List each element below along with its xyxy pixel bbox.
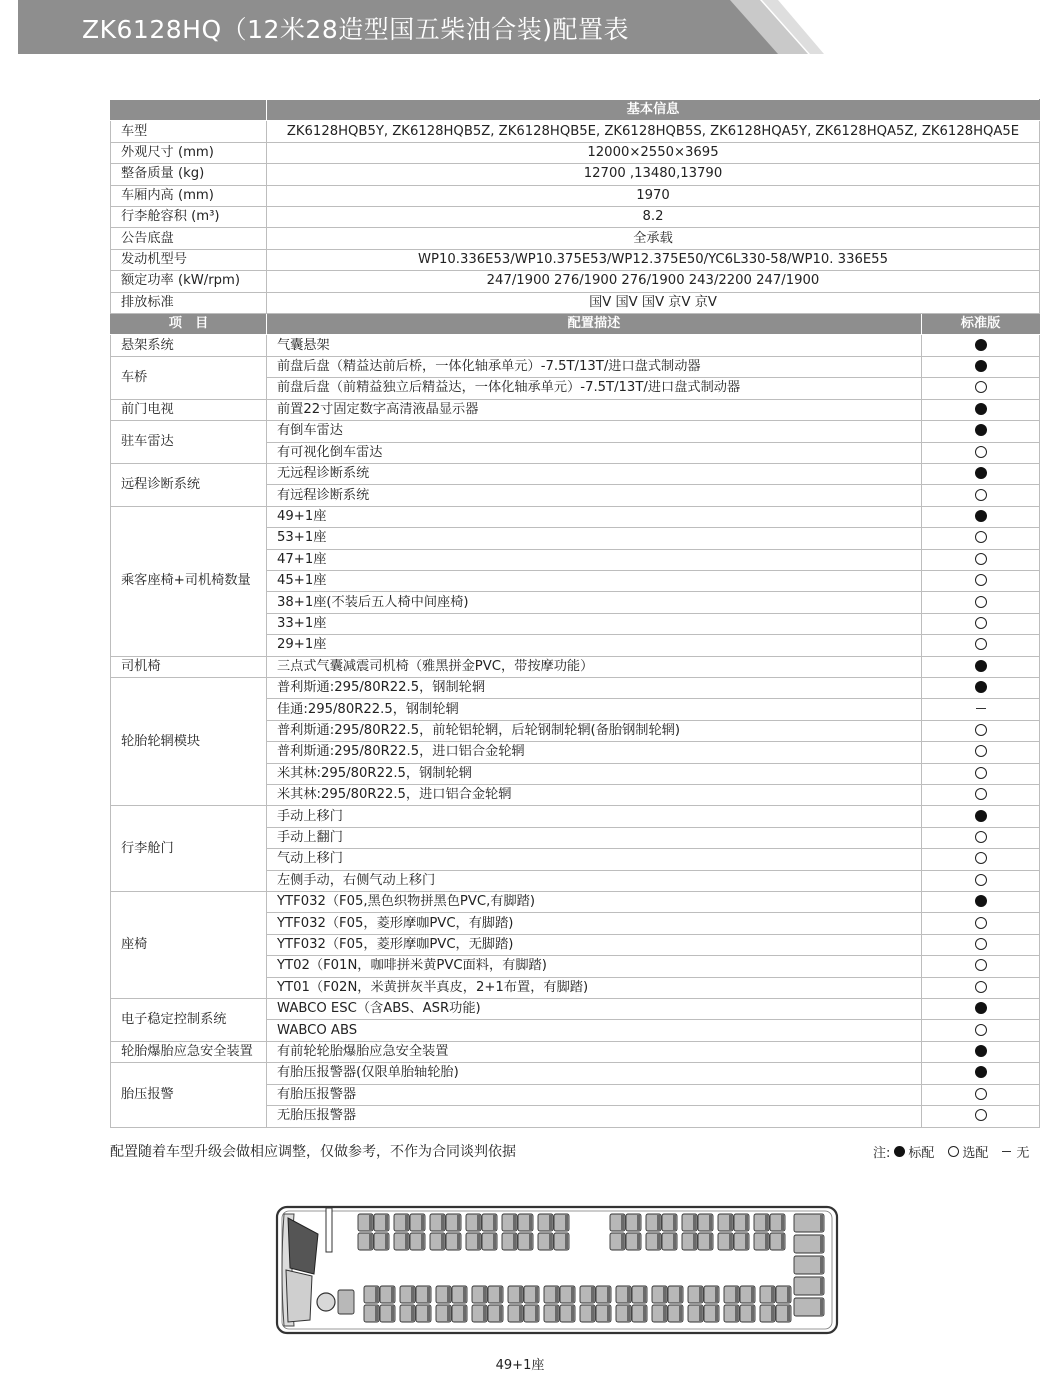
hollow-dot-icon — [975, 446, 987, 458]
seat-icon — [610, 1233, 625, 1250]
config-row — [111, 399, 1040, 420]
seat-icon — [626, 1214, 641, 1231]
seat-icon — [616, 1305, 631, 1322]
config-option-desc: 米其林:295/80R22.5，钢制轮辋 — [267, 763, 922, 784]
basic-info-label: 车厢内高 (mm) — [111, 185, 267, 206]
seat-icon — [754, 1214, 769, 1231]
seat-icon — [466, 1233, 481, 1250]
filled-dot-icon — [975, 467, 987, 479]
seat-icon — [662, 1214, 677, 1231]
config-row — [111, 1063, 1040, 1084]
page-title: ZK6128HQ（12米28造型国五柴油合装)配置表 — [82, 15, 629, 44]
desc-column-header: 配置描述 — [267, 314, 922, 335]
basic-info-row — [111, 271, 1040, 292]
config-option-mark — [922, 356, 1040, 377]
seat-icon — [364, 1286, 379, 1303]
basic-info-label: 外观尺寸 (mm) — [111, 142, 267, 163]
hollow-dot-icon — [975, 489, 987, 501]
seat-icon — [760, 1305, 775, 1322]
config-row — [111, 463, 1040, 484]
config-option-mark — [922, 528, 1040, 549]
config-row — [111, 356, 1040, 377]
config-option-mark — [922, 378, 1040, 399]
seat-icon — [718, 1233, 733, 1250]
filled-dot-icon — [975, 895, 987, 907]
seat-icon — [508, 1305, 523, 1322]
config-option-mark — [922, 977, 1040, 998]
basic-info-label: 公告底盘 — [111, 228, 267, 249]
seat-icon — [502, 1214, 517, 1231]
config-option-mark — [922, 463, 1040, 484]
config-option-desc: 前盘后盘（精益达前后桥，一体化轴承单元）-7.5T/13T/进口盘式制动器 — [267, 356, 922, 377]
basic-info-row — [111, 292, 1040, 313]
seat-icon — [596, 1286, 611, 1303]
filled-dot-icon — [975, 1066, 987, 1078]
config-option-desc: 气囊悬架 — [267, 335, 922, 356]
legend-standard — [873, 1142, 934, 1161]
config-option-desc: 45+1座 — [267, 570, 922, 591]
seat-icon — [380, 1305, 395, 1322]
seat-icon — [446, 1233, 461, 1250]
seat-icon — [794, 1235, 824, 1253]
filled-dot-icon — [894, 1146, 905, 1157]
config-option-desc: 有胎压报警器(仅限单胎轴轮胎) — [267, 1063, 922, 1084]
seat-icon — [616, 1286, 631, 1303]
seat-icon — [482, 1233, 497, 1250]
hollow-dot-icon — [975, 1088, 987, 1100]
seat-icon — [770, 1233, 785, 1250]
config-option-mark — [922, 849, 1040, 870]
config-group-name: 胎压报警 — [111, 1063, 267, 1127]
config-group-name: 乘客座椅+司机椅数量 — [111, 506, 267, 656]
basic-info-value: 12700 ,13480,13790 — [267, 164, 1040, 185]
hollow-dot-icon — [975, 574, 987, 586]
seat-icon — [410, 1214, 425, 1231]
seat-icon — [704, 1286, 719, 1303]
seat-icon — [488, 1286, 503, 1303]
config-option-desc: YTF032（F05，菱形摩咖PVC，无脚踏) — [267, 934, 922, 955]
config-group-name: 司机椅 — [111, 656, 267, 677]
seat-icon — [668, 1286, 683, 1303]
basic-info-label: 额定功率 (kW/rpm) — [111, 271, 267, 292]
basic-info-label: 发动机型号 — [111, 249, 267, 270]
hollow-dot-icon — [975, 596, 987, 608]
filled-dot-icon — [975, 510, 987, 522]
config-option-mark — [922, 335, 1040, 356]
config-option-mark — [922, 999, 1040, 1020]
seat-icon — [482, 1214, 497, 1231]
seat-icon — [794, 1277, 824, 1295]
seat-icon — [794, 1298, 824, 1316]
seat-icon — [754, 1233, 769, 1250]
config-group-name: 悬架系统 — [111, 335, 267, 356]
config-option-mark — [922, 485, 1040, 506]
basic-info-row — [111, 185, 1040, 206]
hollow-dot-icon — [975, 553, 987, 565]
basic-info-label: 整备质量 (kg) — [111, 164, 267, 185]
basic-info-value: WP10.336E53/WP10.375E53/WP12.375E50/YC6L330-58/WP10. 336E55 — [267, 249, 1040, 270]
seat-layout-diagram — [274, 1204, 840, 1336]
filled-dot-icon — [975, 403, 987, 415]
seat-icon — [652, 1305, 667, 1322]
filled-dot-icon — [975, 1045, 987, 1057]
seat-icon — [436, 1305, 451, 1322]
seat-icon — [718, 1214, 733, 1231]
seat-icon — [400, 1305, 415, 1322]
config-option-desc: 三点式气囊减震司机椅（雅黑拼金PVC，带按摩功能） — [267, 656, 922, 677]
basic-info-value: 12000×2550×3695 — [267, 142, 1040, 163]
config-option-desc: WABCO ABS — [267, 1020, 922, 1041]
config-row — [111, 656, 1040, 677]
seat-icon — [646, 1214, 661, 1231]
hollow-dot-icon — [975, 381, 987, 393]
std-column-header: 标准版 — [922, 314, 1040, 335]
seat-icon — [488, 1305, 503, 1322]
basic-info-value: 247/1900 276/1900 276/1900 243/2200 247/1900 — [267, 271, 1040, 292]
basic-info-label: 行李舱容积 (m³) — [111, 207, 267, 228]
seat-icon — [632, 1305, 647, 1322]
config-option-desc: 气动上移门 — [267, 849, 922, 870]
seat-icon — [446, 1214, 461, 1231]
hollow-dot-icon — [975, 745, 987, 757]
config-group-name: 轮胎轮辋模块 — [111, 677, 267, 805]
seat-icon — [724, 1305, 739, 1322]
config-header-row — [111, 314, 1040, 335]
hollow-dot-icon — [975, 531, 987, 543]
filled-dot-icon — [975, 1002, 987, 1014]
hollow-dot-icon — [975, 617, 987, 629]
seat-icon — [724, 1286, 739, 1303]
config-option-desc: 无胎压报警器 — [267, 1106, 922, 1127]
seat-icon — [518, 1233, 533, 1250]
basic-info-row — [111, 164, 1040, 185]
seat-icon — [688, 1286, 703, 1303]
config-option-mark — [922, 399, 1040, 420]
config-option-mark — [922, 570, 1040, 591]
filled-dot-icon — [975, 810, 987, 822]
config-row — [111, 806, 1040, 827]
config-option-desc: WABCO ESC（含ABS、ASR功能) — [267, 999, 922, 1020]
config-option-desc: 有胎压报警器 — [267, 1084, 922, 1105]
config-option-desc: 47+1座 — [267, 549, 922, 570]
seat-icon — [394, 1214, 409, 1231]
config-option-mark — [922, 656, 1040, 677]
config-option-mark — [922, 913, 1040, 934]
config-option-desc: 38+1座(不装后五人椅中间座椅) — [267, 592, 922, 613]
seat-icon — [554, 1214, 569, 1231]
seat-icon — [704, 1305, 719, 1322]
basic-info-row — [111, 121, 1040, 142]
config-option-desc: YTF032（F05，菱形摩咖PVC，有脚踏) — [267, 913, 922, 934]
config-option-desc: 33+1座 — [267, 613, 922, 634]
seat-icon — [740, 1305, 755, 1322]
config-group-name: 驻车雷达 — [111, 421, 267, 464]
basic-info-label: 排放标准 — [111, 292, 267, 313]
config-option-desc: 有前轮轮胎爆胎应急安全装置 — [267, 1041, 922, 1062]
seat-icon — [472, 1286, 487, 1303]
filled-dot-icon — [975, 424, 987, 436]
hollow-dot-icon — [975, 767, 987, 779]
config-option-mark — [922, 806, 1040, 827]
config-group-name: 轮胎爆胎应急安全装置 — [111, 1041, 267, 1062]
seat-icon — [698, 1214, 713, 1231]
seat-icon — [652, 1286, 667, 1303]
hollow-dot-icon — [975, 1024, 987, 1036]
seat-icon — [682, 1214, 697, 1231]
filled-dot-icon — [975, 360, 987, 372]
hollow-dot-icon — [975, 831, 987, 843]
config-row — [111, 999, 1040, 1020]
hollow-dot-icon — [975, 938, 987, 950]
filled-dot-icon — [975, 681, 987, 693]
config-option-desc: 左侧手动，右侧气动上移门 — [267, 870, 922, 891]
config-row — [111, 421, 1040, 442]
seat-icon — [400, 1286, 415, 1303]
config-option-mark — [922, 635, 1040, 656]
config-option-mark — [922, 699, 1040, 720]
hollow-dot-icon — [975, 981, 987, 993]
seat-icon — [580, 1286, 595, 1303]
filled-dot-icon — [975, 660, 987, 672]
config-option-mark — [922, 956, 1040, 977]
seat-icon — [430, 1214, 445, 1231]
config-row — [111, 677, 1040, 698]
config-option-desc: 前盘后盘（前精益独立后精益达，一体化轴承单元）-7.5T/13T/进口盘式制动器 — [267, 378, 922, 399]
dash-icon — [976, 708, 986, 709]
seat-icon — [524, 1286, 539, 1303]
seat-icon — [416, 1305, 431, 1322]
seat-icon — [452, 1286, 467, 1303]
seat-icon — [502, 1233, 517, 1250]
seat-icon — [698, 1233, 713, 1250]
seat-icon — [776, 1286, 791, 1303]
config-group-name: 座椅 — [111, 892, 267, 999]
seat-icon — [646, 1233, 661, 1250]
config-option-mark — [922, 1106, 1040, 1127]
seat-icon — [776, 1305, 791, 1322]
seat-icon — [544, 1286, 559, 1303]
config-option-mark — [922, 870, 1040, 891]
seat-icon — [436, 1286, 451, 1303]
config-group-name: 车桥 — [111, 356, 267, 399]
seat-icon — [580, 1305, 595, 1322]
seat-icon — [734, 1233, 749, 1250]
config-option-mark — [922, 1041, 1040, 1062]
legend-optional — [948, 1142, 988, 1161]
seat-icon — [610, 1214, 625, 1231]
seat-icon — [560, 1305, 575, 1322]
config-row — [111, 506, 1040, 527]
disclaimer-note: 配置随着车型升级会做相应调整，仅做参考，不作为合同谈判依据 — [110, 1144, 516, 1160]
hollow-dot-icon — [975, 874, 987, 886]
seat-icon — [374, 1233, 389, 1250]
config-option-desc: 米其林:295/80R22.5，进口铝合金轮辋 — [267, 785, 922, 806]
seat-icon — [794, 1256, 824, 1274]
seat-icon — [688, 1305, 703, 1322]
config-group-name: 电子稳定控制系统 — [111, 999, 267, 1042]
legend-none — [1002, 1142, 1029, 1161]
config-option-mark — [922, 549, 1040, 570]
config-option-desc: YTF032（F05,黑色织物拼黑色PVC,有脚踏) — [267, 892, 922, 913]
config-option-mark — [922, 421, 1040, 442]
config-option-mark — [922, 1063, 1040, 1084]
basic-info-value: 国V 国V 国V 京V 京V — [267, 292, 1040, 313]
seat-icon — [410, 1233, 425, 1250]
config-option-desc: 有可视化倒车雷达 — [267, 442, 922, 463]
basic-info-row — [111, 249, 1040, 270]
config-option-mark — [922, 763, 1040, 784]
config-option-mark — [922, 934, 1040, 955]
basic-info-row — [111, 207, 1040, 228]
hollow-dot-icon — [975, 959, 987, 971]
basic-info-heading: 基本信息 — [267, 100, 1040, 121]
config-option-mark — [922, 827, 1040, 848]
seat-icon — [358, 1214, 373, 1231]
basic-info-label: 车型 — [111, 121, 267, 142]
dash-icon — [1002, 1151, 1011, 1152]
seat-icon — [794, 1214, 824, 1232]
seat-icon — [626, 1233, 641, 1250]
basic-info-header-blank — [111, 100, 267, 121]
driver-seat-icon — [338, 1290, 354, 1314]
hollow-dot-icon — [948, 1146, 959, 1157]
config-option-mark — [922, 613, 1040, 634]
seat-icon — [544, 1305, 559, 1322]
seat-icon — [740, 1286, 755, 1303]
config-row — [111, 1041, 1040, 1062]
seat-icon — [466, 1214, 481, 1231]
seat-icon — [538, 1214, 553, 1231]
seat-icon — [524, 1305, 539, 1322]
seat-icon — [770, 1214, 785, 1231]
seat-icon — [596, 1305, 611, 1322]
legend — [873, 1142, 1029, 1161]
config-option-desc: 53+1座 — [267, 528, 922, 549]
seat-icon — [394, 1233, 409, 1250]
layout-caption: 49+1座 — [495, 1358, 545, 1373]
seat-icon — [430, 1233, 445, 1250]
config-option-desc: 有远程诊断系统 — [267, 485, 922, 506]
seat-icon — [508, 1286, 523, 1303]
config-row — [111, 892, 1040, 913]
seat-icon — [734, 1214, 749, 1231]
config-option-desc: 普利斯通:295/80R22.5，进口铝合金轮辋 — [267, 742, 922, 763]
config-option-desc: 无远程诊断系统 — [267, 463, 922, 484]
config-option-desc: YT01（F02N，米黄拼灰半真皮，2+1布置，有脚踏) — [267, 977, 922, 998]
seat-icon — [380, 1286, 395, 1303]
seat-icon — [668, 1305, 683, 1322]
config-group-name: 远程诊断系统 — [111, 463, 267, 506]
config-option-mark — [922, 1084, 1040, 1105]
config-option-mark — [922, 677, 1040, 698]
config-option-mark — [922, 506, 1040, 527]
hollow-dot-icon — [975, 638, 987, 650]
config-group-name: 前门电视 — [111, 399, 267, 420]
basic-info-row — [111, 142, 1040, 163]
filled-dot-icon — [975, 339, 987, 351]
config-option-desc: YT02（F01N，咖啡拼米黄PVC面料，有脚踏) — [267, 956, 922, 977]
config-option-mark — [922, 1020, 1040, 1041]
basic-info-value: 全承载 — [267, 228, 1040, 249]
config-option-desc: 前置22寸固定数字高清液晶显示器 — [267, 399, 922, 420]
seat-icon — [472, 1305, 487, 1322]
hollow-dot-icon — [975, 724, 987, 736]
config-option-desc: 49+1座 — [267, 506, 922, 527]
steering-wheel-icon — [317, 1293, 335, 1311]
basic-info-value: 1970 — [267, 185, 1040, 206]
title-banner — [18, 0, 824, 54]
item-column-header: 项 目 — [111, 314, 267, 335]
legend-none-label: 无 — [1016, 1146, 1030, 1161]
seat-icon — [662, 1233, 677, 1250]
config-option-mark — [922, 892, 1040, 913]
basic-info-row — [111, 228, 1040, 249]
legend-prefix: 注: — [873, 1146, 891, 1161]
config-group-name: 行李舱门 — [111, 806, 267, 892]
config-option-desc: 手动上翻门 — [267, 827, 922, 848]
seat-icon — [416, 1286, 431, 1303]
config-option-mark — [922, 785, 1040, 806]
seat-icon — [452, 1305, 467, 1322]
config-option-desc: 手动上移门 — [267, 806, 922, 827]
basic-info-header-row — [111, 100, 1040, 121]
config-option-mark — [922, 442, 1040, 463]
seat-icon — [358, 1233, 373, 1250]
hollow-dot-icon — [975, 852, 987, 864]
config-option-mark — [922, 742, 1040, 763]
seat-icon — [760, 1286, 775, 1303]
config-option-desc: 29+1座 — [267, 635, 922, 656]
basic-info-value: ZK6128HQB5Y, ZK6128HQB5Z, ZK6128HQB5E, ZK6128HQB5S, ZK6128HQA5Y, ZK6128HQA5Z, ZK6128HQA5E — [267, 121, 1040, 142]
hollow-dot-icon — [975, 788, 987, 800]
config-option-desc: 普利斯通:295/80R22.5，钢制轮辋 — [267, 677, 922, 698]
config-option-desc: 有倒车雷达 — [267, 421, 922, 442]
seat-icon — [554, 1233, 569, 1250]
hollow-dot-icon — [975, 917, 987, 929]
seat-icon — [632, 1286, 647, 1303]
seat-icon — [682, 1233, 697, 1250]
hollow-dot-icon — [975, 1109, 987, 1121]
seat-icon — [364, 1305, 379, 1322]
front-entry-steps — [286, 1270, 312, 1322]
seat-icon — [560, 1286, 575, 1303]
front-door — [326, 1208, 332, 1252]
config-table-body — [111, 100, 1040, 1128]
seat-icon — [518, 1214, 533, 1231]
config-option-mark — [922, 592, 1040, 613]
seat-icon — [374, 1214, 389, 1231]
config-option-mark — [922, 720, 1040, 741]
legend-optional-label: 选配 — [962, 1146, 989, 1161]
config-option-desc: 普利斯通:295/80R22.5，前轮铝轮辋，后轮钢制轮辋(备胎钢制轮辋) — [267, 720, 922, 741]
config-row — [111, 335, 1040, 356]
seat-icon — [538, 1233, 553, 1250]
legend-standard-label: 标配 — [908, 1146, 935, 1161]
config-option-desc: 佳通:295/80R22.5，钢制轮辋 — [267, 699, 922, 720]
basic-info-value: 8.2 — [267, 207, 1040, 228]
config-table — [110, 99, 1040, 1128]
